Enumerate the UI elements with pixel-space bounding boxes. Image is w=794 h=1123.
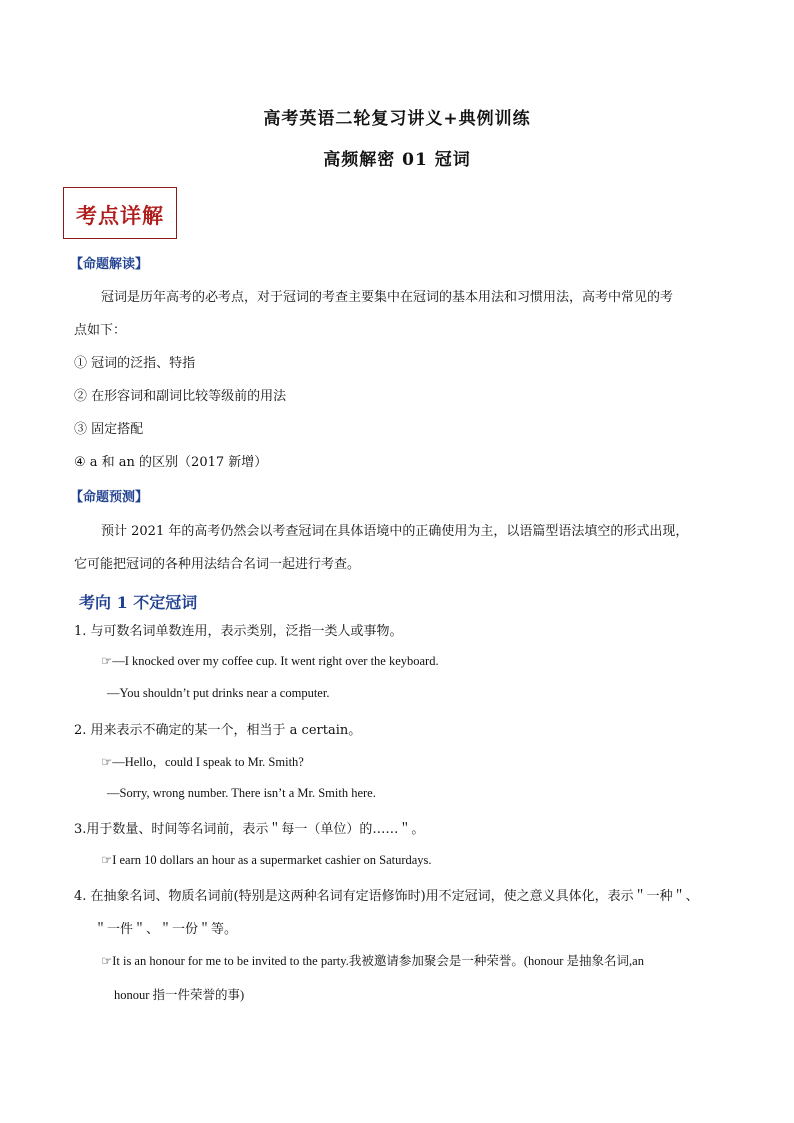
interpretation-point: ③ 固定搭配 <box>74 422 144 437</box>
section-badge-label: 考点详解 <box>76 203 164 228</box>
rule-item-2: 2. 用来表示不确定的某一个，相当于 a certain。 <box>74 723 362 738</box>
prediction-label: 【命题预测】 <box>70 490 149 505</box>
rule-item-4-line-2: ＂一件＂、＂一份＂等。 <box>94 922 238 937</box>
example-sentence: ☞I earn 10 dollars an hour as a supermarket cashier on Saturdays. <box>101 853 432 867</box>
rule-item-3: 3.用于数量、时间等名词前，表示＂每一（单位）的……＂。 <box>74 822 425 837</box>
topic-heading: 考向 1 不定冠词 <box>79 593 198 612</box>
example-sentence: —You shouldn’t put drinks near a computer. <box>107 686 330 700</box>
example-sentence: ☞—I knocked over my coffee cup. It went right over the keyboard. <box>101 654 439 668</box>
prediction-paragraph-line-2: 它可能把冠词的各种用法结合名词一起进行考查。 <box>74 557 361 572</box>
section-badge <box>63 187 177 239</box>
interpretation-point: ④ a 和 an 的区别（2017 新增） <box>74 455 268 470</box>
example-sentence: honour 指一件荣誉的事) <box>114 988 245 1002</box>
rule-item-1: 1. 与可数名词单数连用，表示类别，泛指一类人或事物。 <box>74 624 403 639</box>
prediction-paragraph-line-1: 预计 2021 年的高考仍然会以考查冠词在具体语境中的正确使用为主，以语篇型语法填空的形式出现， <box>101 524 689 539</box>
example-sentence: ☞—Hello，could I speak to Mr. Smith? <box>101 755 304 769</box>
interpretation-point: ② 在形容词和副词比较等级前的用法 <box>74 389 287 404</box>
interpretation-point: ① 冠词的泛指、特指 <box>74 356 196 371</box>
example-sentence: —Sorry, wrong number. There isn’t a Mr. Smith here. <box>107 786 376 800</box>
document-title: 高考英语二轮复习讲义+典例训练 <box>263 109 531 129</box>
interpretation-label: 【命题解读】 <box>70 257 149 272</box>
example-sentence: ☞It is an honour for me to be invited to the party.我被邀请参加聚会是一种荣誉。(honour 是抽象名词,an <box>101 954 644 968</box>
rule-item-4-line-1: 4. 在抽象名词、物质名词前(特别是这两种名词有定语修饰时)用不定冠词，使之意义具体化，表示＂一种＂、 <box>74 889 699 904</box>
interpretation-paragraph-line-2: 点如下： <box>74 323 127 338</box>
interpretation-paragraph-line-1: 冠词是历年高考的必考点，对于冠词的考查主要集中在冠词的基本用法和习惯用法，高考中常见的考 <box>101 290 674 305</box>
document-subtitle: 高频解密 01 冠词 <box>323 150 471 170</box>
